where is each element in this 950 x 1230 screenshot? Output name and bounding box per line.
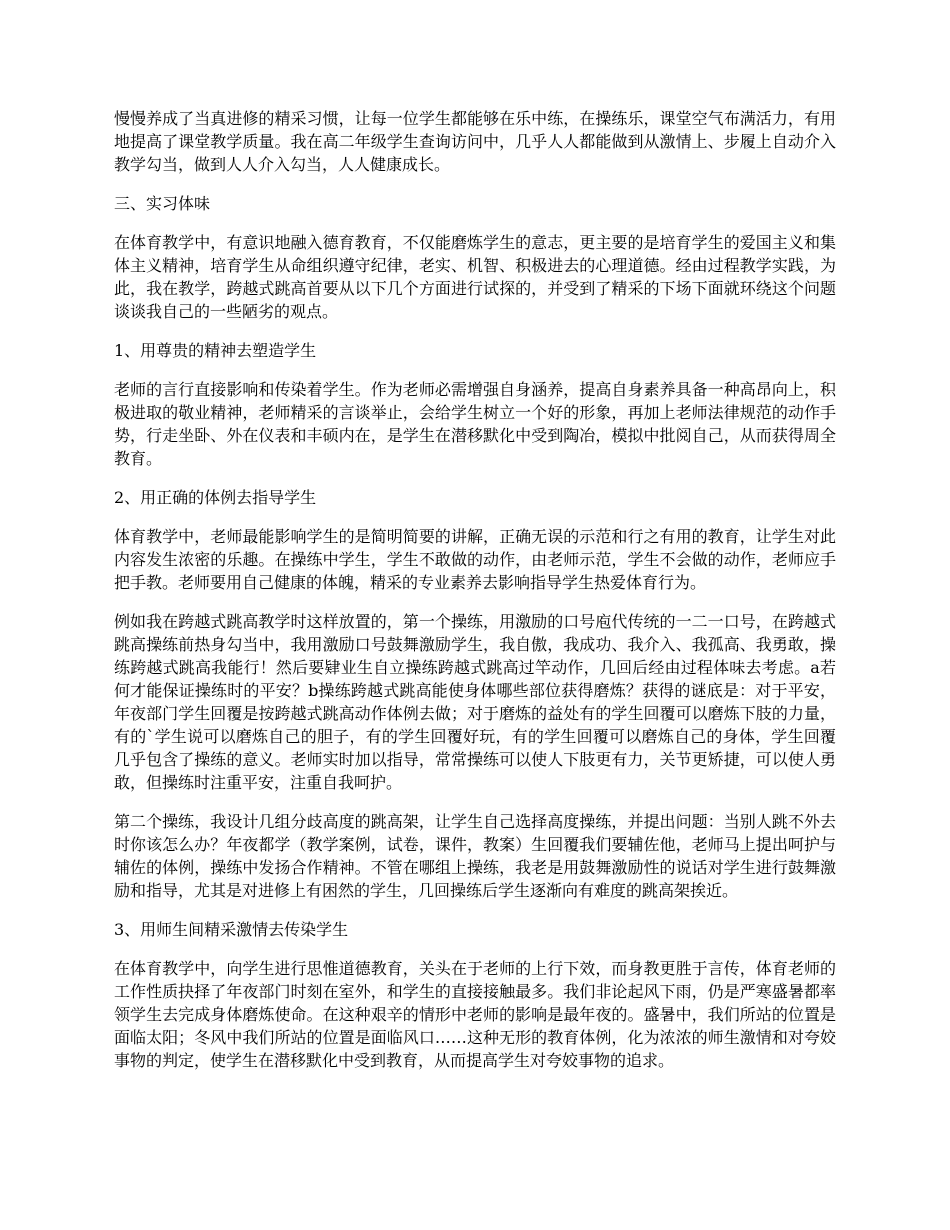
subheading-2: 2、用正确的体例去指导学生 [114,488,317,507]
subheading-1: 1、用尊贵的精神去塑造学生 [114,341,317,360]
paragraph-first-exercise: 例如我在跨越式跳高教学时这样放置的，第一个操练，用激励的口号庖代传统的一二一口号，在跨越式跳高操练前热身勾当中，我用激励口号鼓舞激励学生，我自傲，我成功、我介入、我孤高、我勇敢，操练跨越式跳高我能行！然后要肄业生自立操练跨越式跳高过竿动作，几回后经由过程体味去考虑。a若何才能保证操练时的平安？b操练跨越式跳高能使身体哪些部位获得磨炼？获得的谜底是：对于平安，年夜部门学生回覆是按跨越式跳高动作体例去做；对于磨炼的益处有的学生回覆可以磨炼下肢的力量，有的`学生说可以磨炼自己的胆子，有的学生回覆好玩，有的学生回覆可以磨炼自己的身体，学生回覆几乎包含了操练的意义。老师实时加以指导，常常操练可以使人下肢更有力，关节更矫捷，可以使人勇敢，但操练时注重平安，注重自我呵护。 [114,612,836,792]
paragraph-intro: 慢慢养成了当真进修的精采习惯，让每一位学生都能够在乐中练，在操练乐，课堂空气布满活力，有用地提高了课堂教学质量。我在高二年级学生查询访问中，几乎人人都能做到从激情上、步履上自动介入教学勾当，做到人人介入勾当，人人健康成长。 [114,109,836,174]
paragraph-moral-education: 在体育教学中，有意识地融入德育教育，不仅能磨炼学生的意志，更主要的是培育学生的爱国主义和集体主义精神，培育学生从命组织遵守纪律，老实、机智、积极进去的心理道德。经由过程教学实践，为此，我在教学，跨越式跳高首要从以下几个方面进行试探的，并受到了精采的下场下面就环绕这个问题谈谈我自己的一些陋劣的观点。 [114,233,836,321]
paragraph-teacher-example: 老师的言行直接影响和传染着学生。作为老师必需增强自身涵养，提高自身素养具备一种高昂向上，积极进取的敬业精神，老师精采的言谈举止，会给学生树立一个好的形象，再加上老师法律规范的动作手势，行走坐卧、外在仪表和丰硕内在，是学生在潜移默化中受到陶冶，模拟中批阅自己，从而获得周全教育。 [114,380,836,468]
paragraph-second-exercise: 第二个操练，我设计几组分歧高度的跳高架，让学生自己选择高度操练，并提出问题：当别人跳不外去时你该怎么办？年夜都学（教学案例，试卷，课件，教案）生回覆我们要辅佐他，老师马上提出呵护与辅佐的体例，操练中发扬合作精神。不管在哪组上操练，我老是用鼓舞激励性的说话对学生进行鼓舞激励和指导，尤其是对进修上有困然的学生，几回操练后学生逐渐向有难度的跳高架挨近。 [114,812,836,900]
paragraph-teacher-student-emotion: 在体育教学中，向学生进行思惟道德教育，关头在于老师的上行下效，而身教更胜于言传，体育老师的工作性质抉择了年夜部门时刻在室外，和学生的直接接触最多。我们非论起风下雨，仍是严寒盛暑都率领学生去完成身体磨炼使命。在这种艰辛的情形中老师的影响是最年夜的。盛暑中，我们所站的位置是面临太阳；冬风中我们所站的位置是面临风口……这种无形的教育体例，化为浓浓的师生激情和对夸姣事物的判定，使学生在潜移默化中受到教育，从而提高学生对夸姣事物的追求。 [114,959,836,1070]
paragraph-correct-method: 体育教学中，老师最能影响学生的是简明简要的讲解，正确无误的示范和行之有用的教育，让学生对此内容发生浓密的乐趣。在操练中学生，学生不敢做的动作，由老师示范，学生不会做的动作，老师应手把手教。老师要用自己健康的体魄，精采的专业素养去影响指导学生热爱体育行为。 [114,527,836,592]
subheading-3: 3、用师生间精采激情去传染学生 [114,920,349,939]
section-heading-experience: 三、实习体味 [114,194,211,213]
